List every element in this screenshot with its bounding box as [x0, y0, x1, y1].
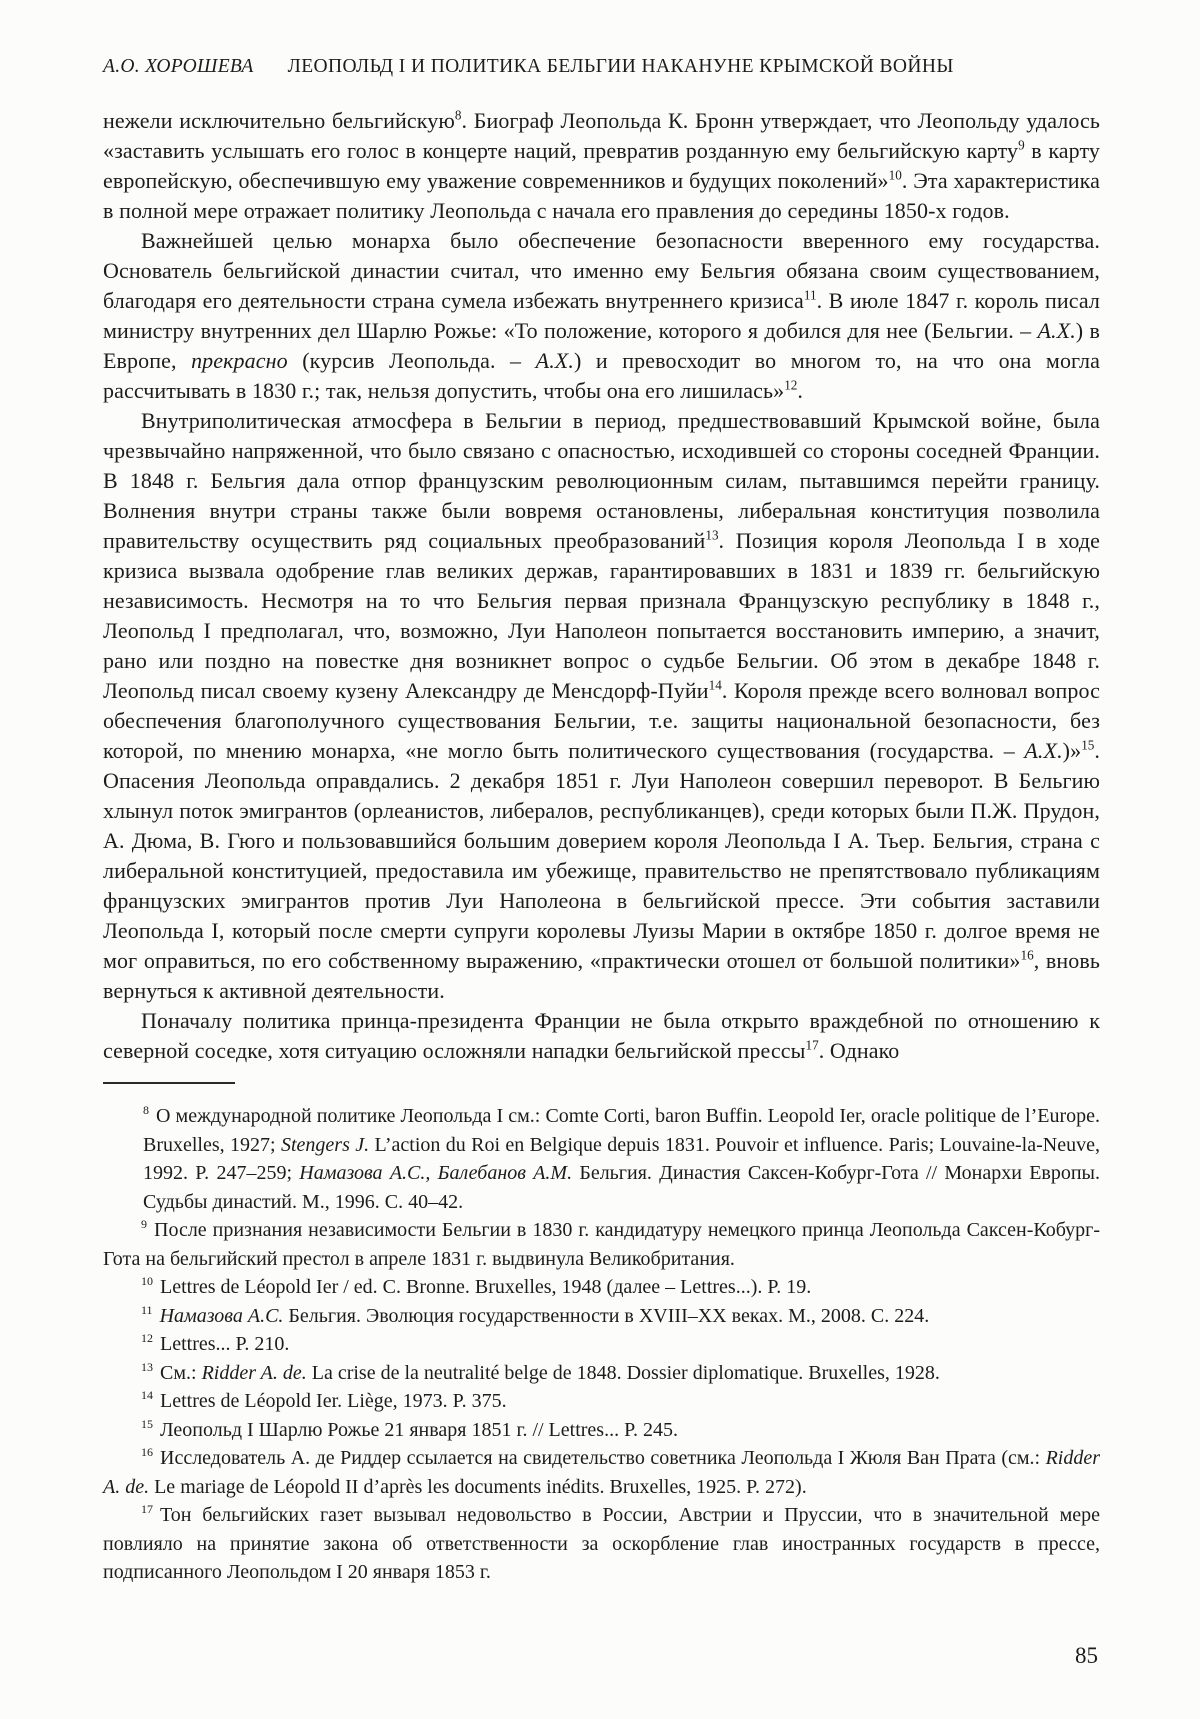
footnote-marker: 11 [141, 1302, 153, 1317]
footnote-ref: 14 [708, 677, 722, 693]
footnote-marker: 10 [141, 1274, 153, 1289]
footnote-ref: 10 [888, 167, 902, 183]
body-paragraph: Важнейшей целью монарха было обеспечение безопасности вверенного ему государства. Основатель бельгийской династии считал, что именно ему Бельгия обязана своим существованием, благодаря его деятельности страна сумела избежать внутреннего кризиса$^{11}$. В июле 1847 г. король писал министру внутренних дел Шарлю Рожье: «То положение, которого я добился для нее (Бельгии. – А.Х.) в Европе, прекрасно (курсив Леопольда. – А.Х.) и превосходит во многом то, на что она могла рассчитывать в 1830 г.; так, нельзя допустить, чтобы она его лишилась»$^{12}$. [103, 228, 1100, 403]
footnotes-section [103, 1102, 1100, 1587]
footnote-ref: 15 [1081, 737, 1095, 753]
article-body [103, 106, 1100, 1066]
italic-text: Намазова А.С. [159, 1304, 284, 1327]
footnote-ref: 17 [805, 1037, 819, 1053]
running-head-author: А.О. ХОРОШЕВА [103, 56, 254, 77]
page-number: 85 [1075, 1643, 1098, 1668]
italic-text: А.Х. [535, 348, 574, 373]
footnote-text: О международной политике Леопольда I см.: Comte Corti, baron Buffin. Leopold Ier, oracle politique de l’Europe. Bruxelles, 1927; Stengers J. L’action du Roi en Belgique depuis 1831. Pouvoir et influence. Paris; Louvaine-la-Neuve, 1992. P. 247–259; Намазова А.С., Балебанов А.М. Бельгия. Династия Саксен-Кобург-Гота // Монархи Европы. Судьбы династий. М., 1996. С. 40–42. [143, 1105, 1100, 1213]
footnote-15 [103, 1416, 1100, 1445]
footnote-text: См.: Ridder A. de. La crise de la neutralité belge de 1848. Dossier diplomatique. Bruxelles, 1928. [160, 1361, 940, 1384]
footnote-text: Намазова А.С. Бельгия. Эволюция государственности в XVIII–XX веках. М., 2008. С. 224. [159, 1304, 930, 1327]
footnote-ref: 16 [1020, 947, 1034, 963]
footnote-marker: 9 [141, 1217, 147, 1232]
footnote-marker: 17 [141, 1502, 153, 1517]
footnote-17 [103, 1501, 1100, 1587]
footnote-separator [103, 1082, 235, 1084]
footnote-text: После признания независимости Бельгии в 1830 г. кандидатуру немецкого принца Леопольда Саксен-Кобург-Гота на бельгийский престол в апреле 1831 г. выдвинула Великобритания. [103, 1219, 1100, 1270]
footnote-text: Lettres de Léopold Ier / ed. C. Bronne. Bruxelles, 1948 (далее – Lettres...). P. 19. [160, 1276, 812, 1298]
footnote-ref: 12 [784, 377, 798, 393]
footnote-text: Lettres... P. 210. [160, 1333, 290, 1355]
italic-text: Намазова А.С., Балебанов А.М. [299, 1162, 573, 1184]
footnote-ref: 9 [1018, 137, 1025, 153]
footnote-text: Исследователь А. де Риддер ссылается на свидетельство советника Леопольда I Жюля Ван Прата (см.: Ridder A. de. Le mariage de Léopold II d’après les documents inédits. Bruxelles, 1925. P. 272). [103, 1447, 1100, 1498]
footnote-ref: 11 [803, 287, 817, 303]
footnote-marker: 16 [141, 1445, 153, 1460]
footnote-marker: 13 [141, 1359, 153, 1374]
footnote-11 [103, 1302, 1100, 1331]
running-head [103, 56, 1100, 78]
footnote-10 [103, 1273, 1100, 1302]
footnote-ref: 8 [454, 107, 462, 123]
footnote-text: Lettres de Léopold Ier. Liège, 1973. P. 375. [160, 1390, 507, 1412]
italic-text: Ridder A. de. [201, 1361, 307, 1384]
body-paragraph: Поначалу политика принца-президента Франции не была открыто враждебной по отношению к северной соседке, хотя ситуацию осложняли нападки бельгийской прессы$^{17}$. Однако [103, 1008, 1100, 1063]
footnote-16 [103, 1444, 1100, 1501]
italic-text: А.Х. [1024, 738, 1063, 763]
body-paragraph: Внутриполитическая атмосфера в Бельгии в период, предшествовавший Крымской войне, была чрезвычайно напряженной, что было связано с опасностью, исходившей со стороны соседней Франции. В 1848 г. Бельгия дала отпор французским революционным силам, пытавшимся перейти границу. Волнения внутри страны также были вовремя остановлены, либеральная конституция позволила правительству осуществить ряд социальных преобразований$^{13}$. Позиция короля Леопольда I в ходе кризиса вызвала одобрение глав великих держав, гарантировавших в 1831 и 1839 гг. бельгийскую независимость. Несмотря на то что Бельгия первая признала Французскую республику в 1848 г., Леопольд I предполагал, что, возможно, Луи Наполеон попытается восстановить империю, а значит, рано или поздно на повестке дня возникнет вопрос о судьбе Бельгии. Об этом в декабре 1848 г. Леопольд писал своему кузену Александру де Менсдорф-Пуйи$^{14}$. Короля прежде всего волновал вопрос обеспечения благополучного существования Бельгии, т.е. защиты национальной безопасности, без которой, по мнению монарха, «не могло быть политического существования (государства. – А.Х.)»$^{15}$. Опасения Леопольда оправдались. 2 декабря 1851 г. Луи Наполеон совершил переворот. В Бельгию хлынул поток эмигрантов (орлеанистов, либералов, республиканцев), среди которых были П.Ж. Прудон, А. Дюма, В. Гюго и пользовавшийся большим доверием короля Леопольда I А. Тьер. Бельгия, страна с либеральной конституцией, предоставила им убежище, правительство не препятствовало публикациям французских эмигрантов против Луи Наполеона в бельгийской прессе. Эти события заставили Леопольда I, который после смерти супруги королевы Луизы Марии в октябре 1850 г. долгое время не мог оправиться, по его собственному выражению, «практически отошел от большой политики»$^{16}$, вновь вернуться к активной деятельности. [103, 408, 1101, 1003]
footnote-12 [103, 1330, 1100, 1359]
italic-text: Ridder A. de. [103, 1447, 1100, 1498]
footnote-13 [103, 1359, 1100, 1388]
italic-text: А.Х. [1037, 318, 1076, 343]
footnote-14 [103, 1387, 1100, 1416]
footnote-marker: 8 [143, 1103, 149, 1118]
body-paragraph: нежели исключительно бельгийскую$^8$. Биограф Леопольда К. Бронн утверждает, что Леопольду удалось «заставить услышать его голос в концерте наций, превратив розданную ему бельгийскую карту$^9$ в карту европейскую, обеспечившую ему уважение современников и будущих поколений»$^{10}$. Эта характеристика в полной мере отражает политику Леопольда с начала его правления до середины 1850-х годов. [103, 107, 1100, 223]
footnote-text: Леопольд I Шарлю Рожье 21 января 1851 г. // Lettres... P. 245. [160, 1418, 678, 1441]
footnote-8 [143, 1102, 1100, 1216]
footnote-marker: 12 [141, 1331, 153, 1346]
footnote-marker: 14 [141, 1388, 153, 1403]
italic-text: прекрасно [191, 348, 288, 373]
footnote-text: Тон бельгийских газет вызывал недовольство в России, Австрии и Пруссии, что в значительной мере повлияло на принятие закона об ответственности за оскорбление глав иностранных государств в прессе, подписанного Леопольдом I 20 января 1853 г. [103, 1504, 1100, 1583]
footnote-marker: 15 [141, 1416, 153, 1431]
italic-text: Stengers J. [280, 1133, 370, 1156]
footnote-ref: 13 [705, 527, 719, 543]
running-head-title: ЛЕОПОЛЬД I И ПОЛИТИКА БЕЛЬГИИ НАКАНУНЕ КРЫМСКОЙ ВОЙНЫ [287, 56, 954, 77]
footnote-9 [103, 1216, 1100, 1273]
